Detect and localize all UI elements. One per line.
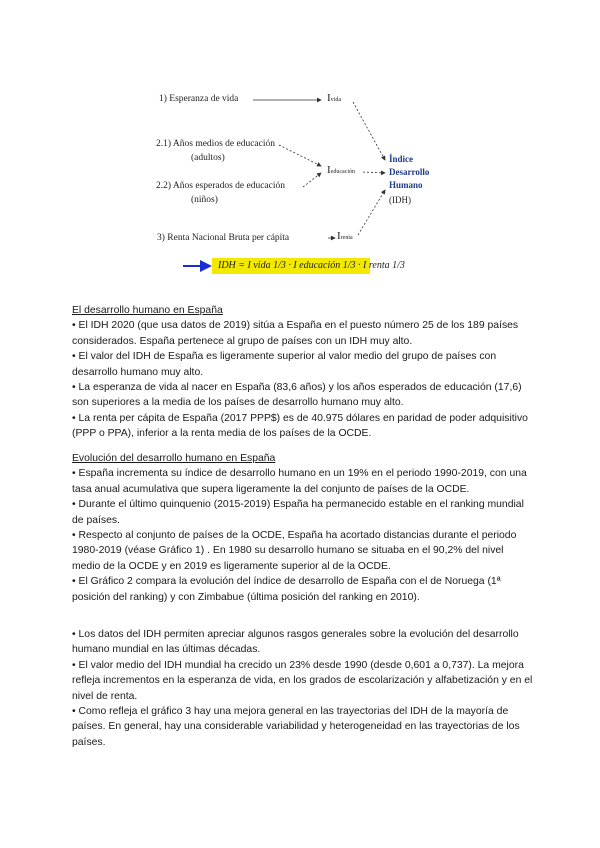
section3-bullet-3: • Como refleja el gráfico 3 hay una mejora general en las trayectorias del IDH de la mayoría de países. En general, hay una considerable variabilidad y heterogeneidad en las trayectorias de los países. [72, 706, 520, 748]
idh-label: Índice Desarrollo Humano [389, 154, 430, 190]
idh-diagram [153, 70, 438, 282]
section1-bullet-3: • La esperanza de vida al nacer en España (83,6 años) y los años esperados de educación (17,6) son superiores a la media de los países de desarrollo humano muy alto. [72, 382, 522, 409]
section1-bullet-4: • La renta per cápita de España (2017 PPP$) es de 40.975 dólares en paridad de poder adquisitivo (PPP o PPA), inferior a la renta media de los países de la OCDE. [72, 412, 528, 440]
index-vida: Ivida [327, 92, 342, 104]
arrow-edu-b [303, 173, 321, 187]
section-desarrollo-mundial [72, 627, 534, 750]
arrow-renta-idh [358, 190, 385, 235]
item-esperanza: 1) Esperanza de vida [159, 94, 239, 104]
item-anos-medios: 2.1) Años medios de educación [156, 139, 275, 149]
section2-bullet-4: • El Gráfico 2 compara la evolución del índice de desarrollo de España con el de Noruega (1ª posición del ranking) y con Zimbabue (última posición del ranking en 2010). [72, 576, 501, 603]
arrow-vida-idh [353, 102, 385, 160]
section1-bullet-1: • El IDH 2020 (que usa datos de 2019) sitúa a España en el puesto número 25 de los 189 países considerados. España pertenece al grupo de países con un IDH muy alto. [72, 320, 519, 347]
arrow-edu-a [279, 145, 321, 166]
section3-bullet-2: • El valor medio del IDH mundial ha crecido un 23% desde 1990 (desde 0,601 a 0,737). La mejora refleja incrementos en la esperanza de vida, en los grados de escolarización y alfabetización y en el nivel de renta. [72, 659, 533, 702]
index-educacion: Ieducación [327, 164, 355, 176]
section1-title: El desarrollo humano en España [72, 305, 223, 316]
section1-bullet-2: • El valor del IDH de España es ligeramente superior al valor medio del grupo de países con desarrollo humano muy alto. [72, 351, 497, 378]
section3-bullet-1: • Los datos del IDH permiten apreciar algunos rasgos generales sobre la evolución del desarrollo humano mundial en las últimas décadas. [72, 629, 519, 656]
idh-abbr: (IDH) [389, 195, 411, 205]
item-anos-esperados-sub: (niños) [191, 195, 218, 205]
section-desarrollo-espana [72, 303, 534, 442]
item-anos-esperados: 2.2) Años esperados de educación [156, 181, 286, 191]
idh-formula: IDH = I vida 1/3 · I educación 1/3 · I renta 1/3 [212, 258, 370, 274]
section2-bullet-2: • Durante el último quinquenio (2015-2019) España ha permanecido estable en el ranking mundial de países. [72, 499, 524, 526]
section2-bullet-3: • Respecto al conjunto de países de la OCDE, España ha acortado distancias durante el periodo 1980-2019 (véase Gráfico 1) . En 1980 su desarrollo humano se situaba en el 90,2% del nivel medio de la OCDE y en 2019 es ligeramente superior al de la OCDE. [72, 530, 517, 572]
section2-title: Evolución del desarrollo humano en España [72, 453, 276, 464]
section2-bullet-1: • España incrementa su índice de desarrollo humano en un 19% en el periodo 1990-2019, con una tasa anual acumulativa que supera ligeramente la del conjunto de países de la OCDE. [72, 468, 527, 495]
arrow-edu-idh [363, 172, 385, 173]
item-anos-medios-sub: (adultos) [191, 153, 225, 163]
item-renta: 3) Renta Nacional Bruta per cápita [157, 233, 290, 243]
index-renta: Irenta [337, 230, 353, 242]
section-evolucion-espana [72, 451, 534, 605]
